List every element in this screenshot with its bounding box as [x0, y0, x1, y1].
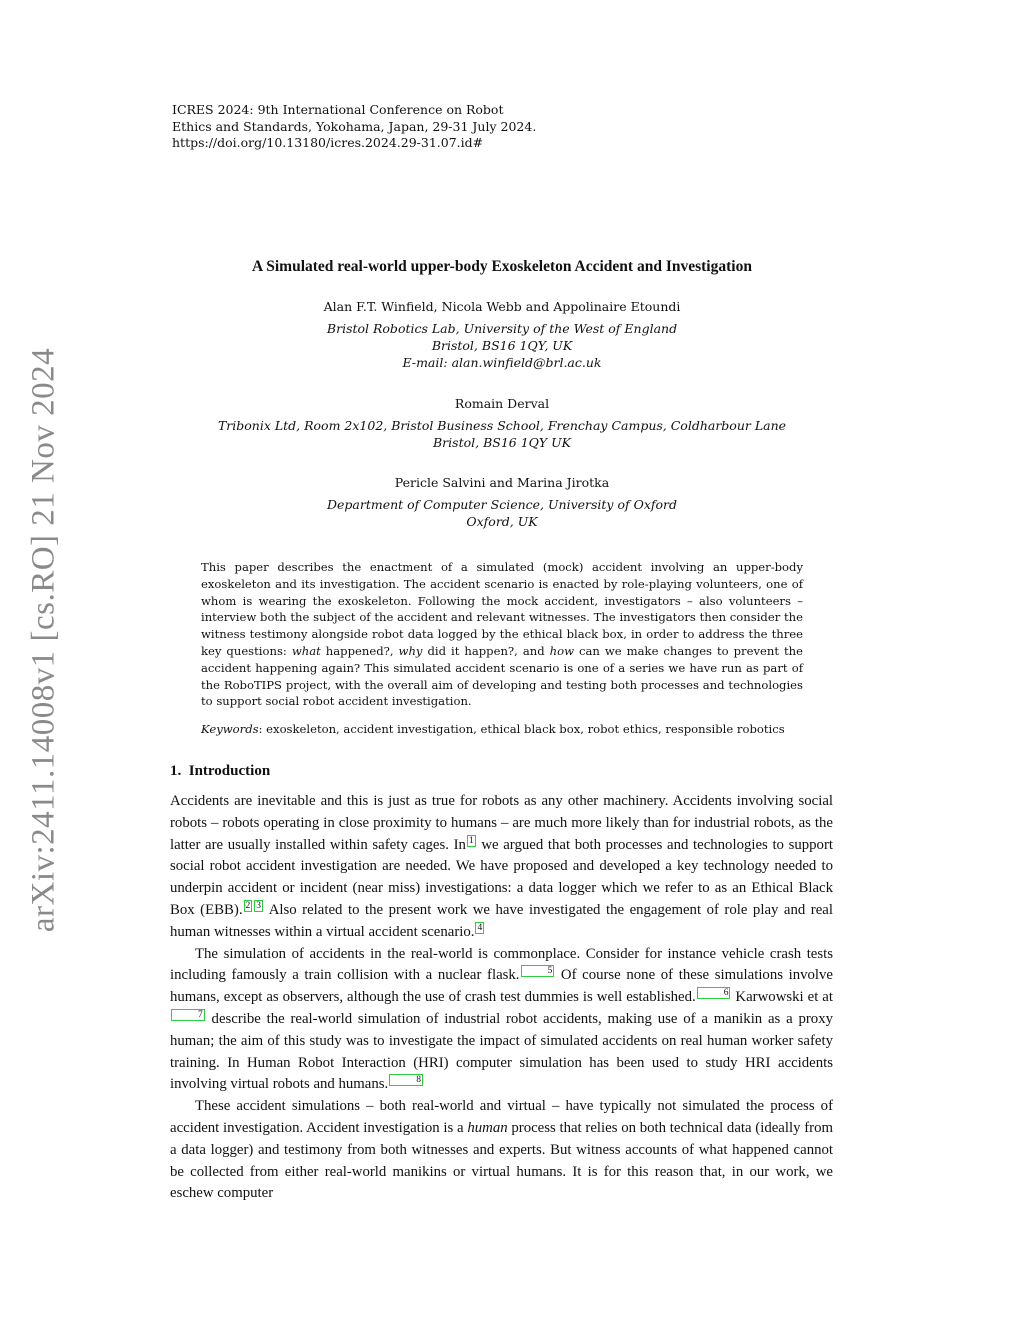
- author-names: Alan F.T. Winfield, Nicola Webb and Appolinaire Etoundi: [323, 299, 681, 314]
- affiliation-line: Oxford, UK: [466, 514, 538, 529]
- paragraph-text: Of course none of these simulations involve humans, except as observers, although the use of crash test dummies is well established.: [170, 967, 833, 1006]
- conference-header-line: ICRES 2024: 9th International Conference on Robot: [172, 102, 504, 117]
- abstract-text: happened?,: [320, 643, 399, 658]
- emphasis-text: human: [467, 1119, 508, 1136]
- affiliation-line: Tribonix Ltd, Room 2x102, Bristol Business School, Frenchay Campus, Coldharbour Lane: [217, 418, 787, 433]
- abstract-text: This paper describes the enactment of a simulated (mock) accident involving an upper-body exoskeleton and its investigation. The accident scenario is enacted by role-playing volunteers, one of whom is wearing the exoskeleton. Following the mock accident, investigators – also volunteers – interview both the subject of the accident and relevant witnesses. The investigators then consider the witness testimony alongside robot data logged by the ethical black box, in order to address the three key questions:: [201, 560, 803, 658]
- affiliation-line: Bristol, BS16 1QY, UK: [431, 338, 573, 353]
- citation-link[interactable]: 7: [171, 1009, 205, 1021]
- conference-header-line: Ethics and Standards, Yokohama, Japan, 29-31 July 2024.: [172, 118, 537, 134]
- citation-link[interactable]: 4: [477, 922, 483, 933]
- section-number: 1.: [170, 763, 182, 779]
- conference-header: [172, 102, 536, 152]
- paragraph: [170, 1096, 833, 1205]
- citation-link[interactable]: 6: [697, 987, 731, 999]
- keywords-list: : exoskeleton, accident investigation, ethical black box, robot ethics, responsible robotics: [258, 722, 785, 736]
- doi-link[interactable]: https://doi.org/10.13180/icres.2024.29-31.07.id#: [172, 135, 484, 150]
- paragraph-text: These accident simulations – both real-world and virtual – have typically not simulated the process of accident investigation. Accident investigation is a: [170, 1098, 833, 1136]
- citation-link[interactable]: 8: [389, 1074, 423, 1086]
- paragraph: [170, 791, 833, 944]
- citation-link[interactable]: 1: [468, 835, 474, 846]
- affiliation-line: Bristol, BS16 1QY UK: [433, 435, 571, 450]
- abstract-emphasis: how: [549, 643, 574, 658]
- abstract-emphasis: what: [291, 643, 321, 658]
- paragraph-text: Accidents are inevitable and this is just as true for robots as any other machinery. Accidents involving social robots – robots operating in close proximity to humans – are much more likely than for industrial robots, as the latter are usually installed within safety cages. In: [170, 793, 833, 853]
- author-block-3: [0, 474, 1004, 530]
- paper-title: A Simulated real-world upper-body Exoskeleton Accident and Investigation: [252, 258, 752, 275]
- author-names: Romain Derval: [454, 396, 550, 411]
- paragraph-text: describe the real-world simulation of industrial robot accidents, making use of a manikin as a proxy human; the aim of this study was to investigate the impact of simulated accidents on real human worker safety training. In Human Robot Interaction (HRI) computer simulation has been used to study HRI accidents involving virtual robots and humans.: [170, 1010, 833, 1093]
- author-email[interactable]: E-mail: alan.winfield@brl.ac.uk: [402, 355, 602, 370]
- author-names: Pericle Salvini and Marina Jirotka: [394, 475, 610, 490]
- paragraph-text: Karwowski et at: [731, 989, 833, 1006]
- abstract-emphasis: why: [398, 643, 423, 658]
- section-heading: [170, 763, 270, 780]
- paragraph-text: Also related to the present work we have investigated the engagement of role play and real human witnesses within a virtual accident scenario.: [170, 901, 833, 940]
- citation-link[interactable]: 3: [256, 900, 262, 911]
- abstract: [201, 559, 803, 710]
- body-text: [170, 791, 833, 1205]
- author-block-1: [0, 298, 1004, 371]
- section-title: Introduction: [188, 763, 271, 779]
- paragraph-text: process that relies on both technical data (ideally from a data logger) and testimony from both witnesses and experts. But witness accounts of what happened cannot be collected from either real-world manikins or virtual humans. It is for this reason that, in our work, we eschew computer: [170, 1119, 833, 1202]
- citation-link[interactable]: 5: [521, 965, 555, 977]
- citation-link[interactable]: 2: [245, 900, 251, 911]
- paragraph: [170, 944, 833, 1097]
- paragraph-text: we argued that both processes and technologies to support social robot accident investigation are needed. We have proposed and developed a key technology needed to underpin accident or incident (near miss) investigations: a data logger which we refer to as an Ethical Black Box (EBB).: [170, 836, 833, 918]
- paragraph-text: The simulation of accidents in the real-world is commonplace. Consider for instance vehicle crash tests including famously a train collision with a nuclear flask.: [170, 945, 833, 984]
- keywords-label: Keywords: [201, 722, 259, 736]
- affiliation-line: Department of Computer Science, University of Oxford: [326, 497, 678, 512]
- author-block-2: [0, 395, 1004, 451]
- abstract-text: can we make changes to prevent the accident happening again? This simulated accident scenario is one of a series we have run as part of the RoboTIPS project, with the overall aim of developing and testing both processes and technologies to support social robot accident investigation.: [201, 643, 803, 709]
- keywords: [201, 722, 803, 736]
- affiliation-line: Bristol Robotics Lab, University of the West of England: [326, 321, 678, 336]
- arxiv-identifier-stamp: arXiv:2411.14008v1 [cs.RO] 21 Nov 2024: [25, 347, 62, 933]
- abstract-text: did it happen?, and: [422, 643, 550, 658]
